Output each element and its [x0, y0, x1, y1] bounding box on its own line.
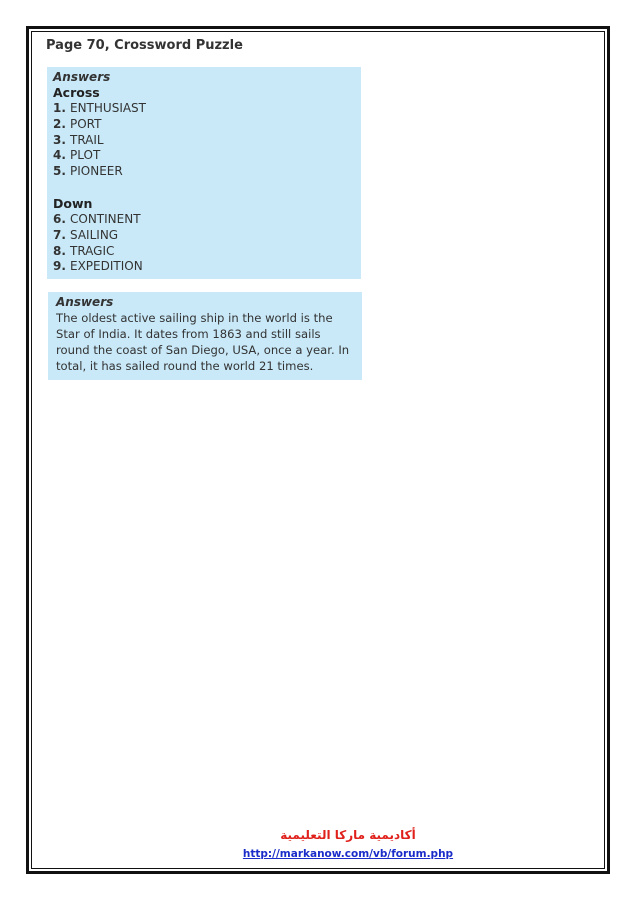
item-word: SAILING: [70, 227, 119, 242]
item-word: PORT: [70, 116, 102, 131]
across-title: Across: [53, 85, 100, 100]
list-item: [53, 101, 355, 117]
item-word: TRAGIC: [70, 243, 115, 258]
footer-forum-link[interactable]: http://markanow.com/vb/forum.php: [242, 848, 454, 860]
crossword-answers-box: [47, 67, 361, 279]
answer-paragraph: [56, 310, 354, 374]
item-number: 6.: [53, 211, 66, 226]
item-number: 7.: [53, 227, 66, 242]
item-number: 8.: [53, 243, 66, 258]
list-item: [53, 259, 355, 275]
item-word: CONTINENT: [70, 211, 141, 226]
item-number: 1.: [53, 101, 66, 115]
page-title: Page 70, Crossword Puzzle: [46, 38, 243, 53]
section-spacer: [53, 180, 355, 196]
item-word: PIONEER: [70, 164, 123, 179]
paragraph-line: round the coast of San Diego, USA, once a year. In: [56, 343, 350, 357]
paragraph-line: Star of India. It dates from 1863 and still sails: [56, 327, 321, 341]
list-item: [53, 148, 355, 164]
list-item: [53, 228, 355, 244]
list-item: [53, 133, 355, 149]
paragraph-line: The oldest active sailing ship in the world is the: [56, 311, 333, 325]
fact-answer-box: [48, 292, 362, 380]
item-word: PLOT: [70, 148, 101, 163]
item-word: ENTHUSIAST: [70, 101, 147, 115]
across-list: [53, 101, 355, 180]
list-item: [53, 212, 355, 228]
item-number: 9.: [53, 259, 66, 274]
item-number: 2.: [53, 116, 66, 131]
answers-heading: Answers: [53, 70, 111, 84]
answers-heading: Answers: [56, 295, 114, 309]
item-word: EXPEDITION: [70, 259, 143, 274]
paragraph-line: total, it has sailed round the world 21 times.: [56, 359, 314, 373]
down-list: [53, 212, 355, 275]
list-item: [53, 117, 355, 133]
item-number: 3.: [53, 132, 66, 147]
item-number: 5.: [53, 164, 66, 179]
list-item: [53, 244, 355, 260]
footer-academy-name: أكاديمية ماركا التعليمية: [280, 828, 416, 842]
item-number: 4.: [53, 148, 66, 163]
list-item: [53, 164, 355, 180]
down-title: Down: [53, 195, 93, 211]
item-word: TRAIL: [70, 132, 104, 147]
